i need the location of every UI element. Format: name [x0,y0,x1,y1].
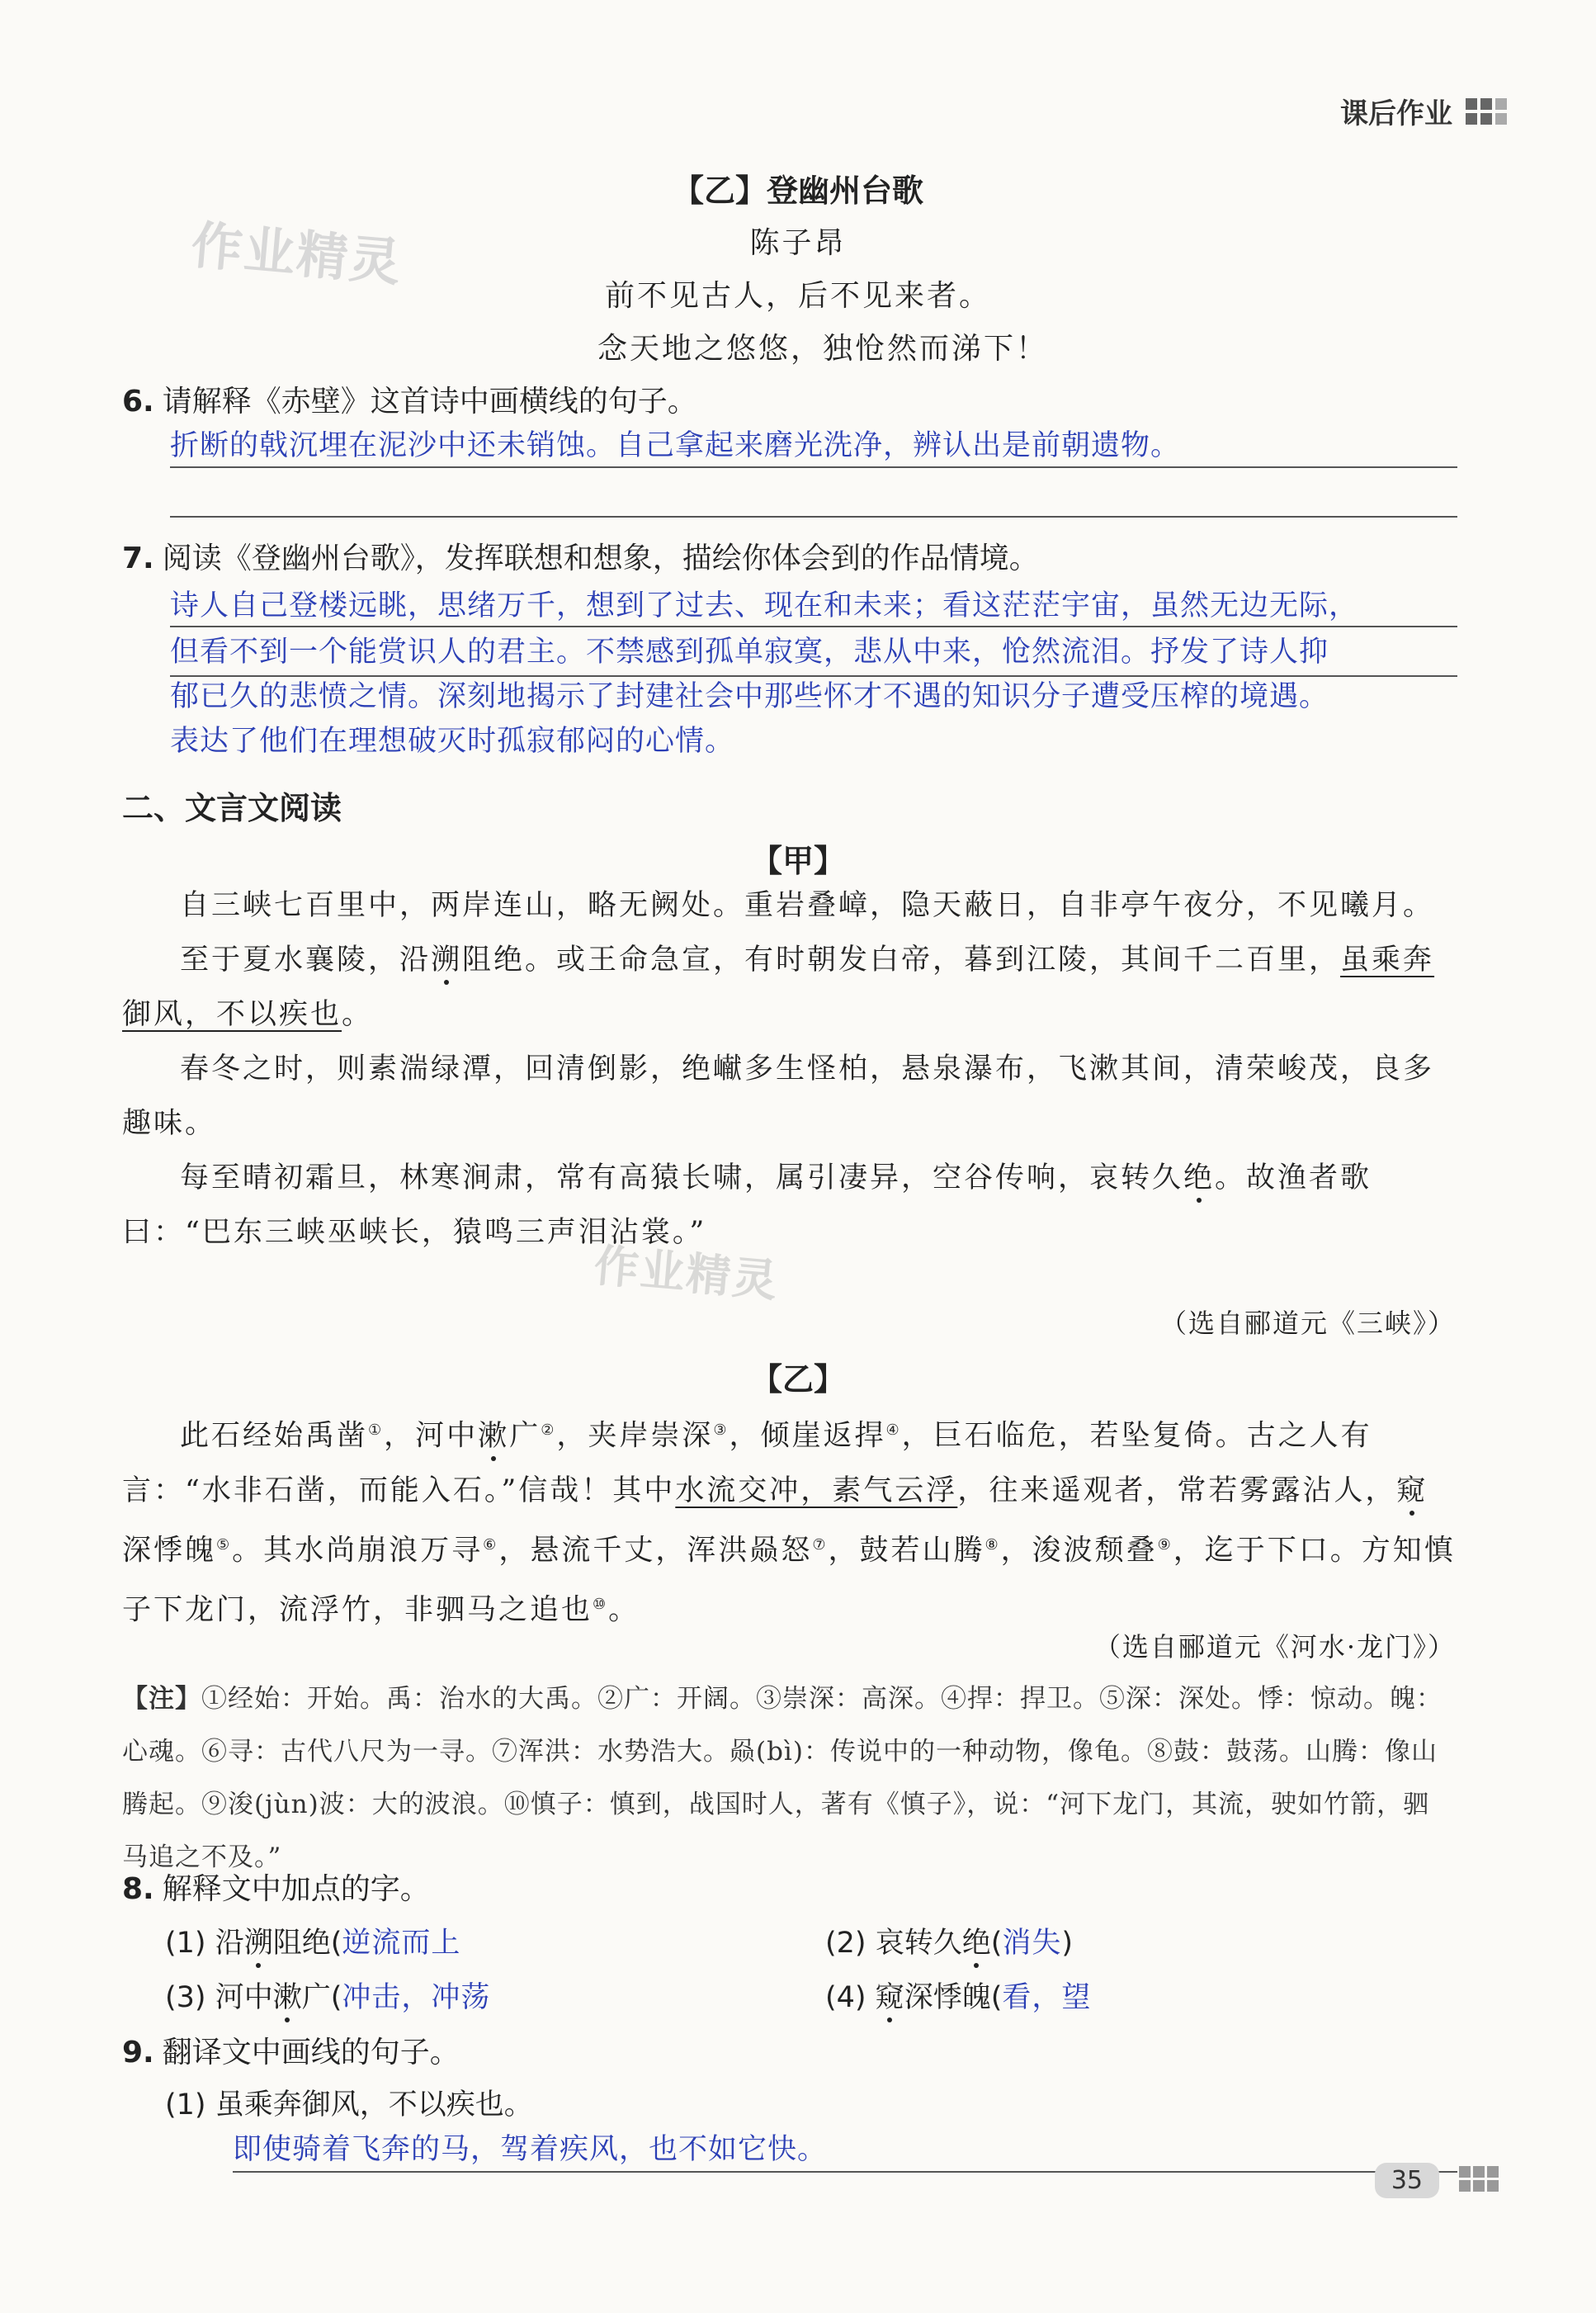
paragraph: 春冬之时，则素湍绿潭，回清倒影，绝𪩘多生怪柏，悬泉瀑布，飞漱其间，清荣峻茂，良多趣味。 [122,1052,1435,1140]
text-jia [122,878,1456,1260]
section-title: 二、文言文阅读 [122,790,342,826]
dotted-char: 漱 [272,1981,302,2014]
q8-item: (2) 哀转久绝(消失) [825,1927,1074,1960]
question-9 [122,2029,460,2071]
dotted-char: 绝 [961,1927,991,1960]
answer-7-line: 郁已久的悲愤之情。深刻地揭示了封建社会中那些怀才不遇的知识分子遭受压榨的境遇。 [170,680,1329,713]
poem-author: 陈子昂 [749,226,847,260]
question-number: 9. [122,2036,154,2069]
source-citation: （选自郦道元《河水·龙门》） [1093,1631,1456,1663]
poem-line: 念天地之悠悠，独怆然而涕下！ [597,332,1048,366]
answer-line [170,626,1457,627]
paragraph: 自三峡七百里中，两岸连山，略无阙处。重岩叠嶂，隐天蔽日，自非亭午夜分，不见曦月。 [180,889,1435,922]
text-yi-label: 【乙】 [750,1361,845,1398]
annotations [122,1672,1456,1884]
dotted-char: 溯 [243,1927,273,1960]
q8-answer: 冲击，冲荡 [342,1981,491,2014]
answer-6: 折断的戟沉埋在泥沙中还未销蚀。自己拿起来磨光洗净，辨认出是前朝遗物。 [170,429,1181,462]
watermark: 作业精灵 [592,1239,781,1308]
q8-item: (3) 河中漱广(冲击，冲荡 [165,1981,491,2014]
grid-icon [1459,2166,1499,2192]
question-text: 翻译文中画线的句子。 [162,2036,460,2069]
question-text: 解释文中加点的字。 [162,1872,430,1906]
poem-line: 前不见古人，后不见来者。 [604,279,991,313]
answer-7-line: 诗人自己登楼远眺，思绪万千，想到了过去、现在和未来；看这茫茫宇宙，虽然无边无际， [170,589,1359,622]
notes-label: 【注】 [122,1684,201,1714]
header-title: 课后作业 [1340,97,1452,130]
paragraph: 此石经始禹凿①，河中漱广②，夹岸崇深③，倾崖返捍④，巨石临危，若坠复倚。古之人有言：“水非石凿，而能入石。”信哉！其中水流交冲，素气云浮，往来遥观者，常若雾露沾人，窥深悸魄⑤。其水尚崩浪万寻⑥，悬流千丈，浑洪赑怒⑦，鼓若山腾⑧，浚波颓叠⑨，迄于下口。方知慎子下龙门，流浮竹，非驷马之追也⑩。 [122,1419,1456,1627]
poem-title: 【乙】登幽州台歌 [672,173,923,209]
page-header [1340,91,1507,131]
dotted-char: 窥 [875,1981,904,2014]
q8-item: (4) 窥深悸魄(看，望 [825,1981,1092,2014]
paragraph: 至于夏水襄陵，沿溯阻绝。或王命急宣，有时朝发白帝，暮到江陵，其间千二百里，虽乘奔御风，不以疾也。 [122,944,1435,1031]
source-citation: （选自郦道元《三峡》） [1159,1308,1456,1339]
question-number: 6. [122,385,154,419]
question-8 [122,1866,430,1908]
dotted-char: 窥 [1396,1473,1428,1507]
dotted-char: 漱 [478,1419,510,1453]
answer-7-line: 表达了他们在理想破灭时孤寂郁闷的心情。 [170,725,735,758]
text-jia-label: 【甲】 [750,843,845,879]
text-yi [122,1403,1456,1638]
answer-line [170,466,1457,468]
q8-item: (1) 沿溯阻绝(逆流而上 [165,1927,461,1960]
q8-answer: 逆流而上 [342,1927,461,1960]
q8-answer: 看，望 [1002,1981,1092,2014]
dotted-char: 溯 [431,944,463,977]
notes-text: ①经始：开始。禹：治水的大禹。②广：开阔。③崇深：高深。④捍：捍卫。⑤深：深处。悸：惊动。魄：心魂。⑥寻：古代八尺为一寻。⑦浑洪：水势浩大。赑(bì)：传说中的一种动物，像龟。⑧鼓：鼓荡。山腾：像山腾起。⑨浚(jùn)波：大的波浪。⑩慎子：慎到，战国时人，著有《慎子》，说：“河下龙门，其流，驶如竹箭，驷马追之不及。” [122,1684,1443,1872]
question-number: 7. [122,542,154,575]
grid-icon [1466,98,1507,125]
underlined-sentence: 虽乘奔御风，不以疾也 [122,944,1435,1031]
q9-answer: 即使骑着飞奔的马，驾着疾风，也不如它快。 [233,2133,828,2166]
question-number: 8. [122,1872,154,1906]
question-text: 请解释《赤壁》这首诗中画横线的句子。 [162,385,697,419]
q9-item: (1) 虽乘奔御风，不以疾也。 [165,2088,533,2121]
paragraph: 每至晴初霜旦，林寒涧肃，常有高猿长啸，属引凄异，空谷传响，哀转久绝。故渔者歌曰：“巴东三峡巫峡长，猿鸣三声泪沾裳。” [122,1161,1372,1249]
answer-line [170,516,1457,518]
watermark: 作业精灵 [188,214,405,293]
q8-answer: 消失 [1002,1927,1062,1960]
question-text: 阅读《登幽州台歌》，发挥联想和想象，描绘你体会到的作品情境。 [162,542,1039,575]
answer-7-line: 但看不到一个能赏识人的君主。不禁感到孤单寂寞，悲从中来，怆然流泪。抒发了诗人抑 [170,636,1329,669]
page-number: 35 [1375,2163,1439,2198]
underlined-sentence: 水流交冲，素气云浮 [675,1473,958,1507]
question-6 [122,378,697,420]
question-7 [122,535,1039,577]
dotted-char: 绝 [1183,1161,1216,1194]
answer-line [233,2171,1457,2173]
